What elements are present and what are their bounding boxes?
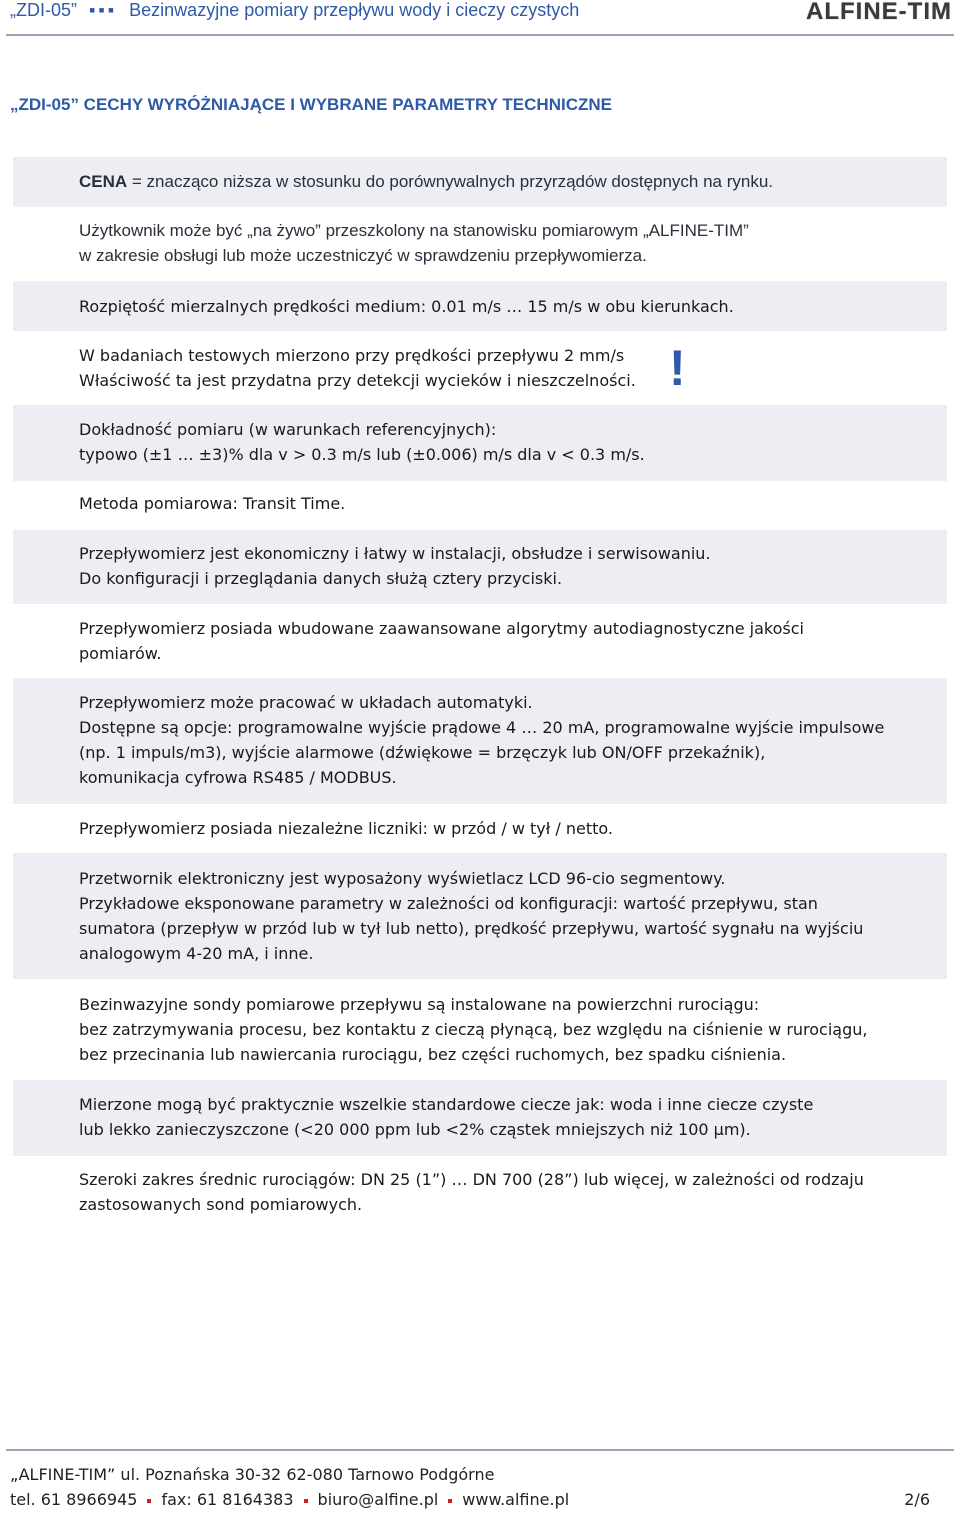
probes-line-1: Bezinwazyjne sondy pomiarowe przepływu są instalowane na powierzchni rurociągu: bbox=[79, 995, 760, 1014]
section-training bbox=[13, 218, 947, 278]
automation-line-4: komunikacja cyfrowa RS485 / MODBUS. bbox=[79, 768, 397, 787]
probes-line-3: bez przecinania lub nawiercania rurociągu, bez części ruchomych, bez spadku ciśnienia. bbox=[79, 1045, 787, 1064]
doc-code: „ZDI-05” bbox=[10, 0, 77, 20]
range-text: Rozpiętość mierzalnych prędkości medium: 0.01 m/s … 15 m/s w obu kierunkach. bbox=[79, 297, 734, 316]
company-logo: ALFINE-TIM bbox=[806, 0, 952, 25]
price-label: CENA bbox=[79, 172, 128, 191]
section-heading: „ZDI-05” CECHY WYRÓŻNIAJĄCE I WYBRANE PARAMETRY TECHNICZNE bbox=[10, 95, 612, 114]
testing-line-1: W badaniach testowych mierzono przy prędkości przepływu 2 mm/s bbox=[79, 346, 625, 365]
section-accuracy bbox=[13, 405, 947, 481]
section-diameters bbox=[13, 1167, 947, 1223]
footer-phone: tel. 61 8966945 bbox=[10, 1490, 138, 1509]
header-title bbox=[10, 0, 579, 21]
diameters-line-2: zastosowanych sond pomiarowych. bbox=[79, 1195, 363, 1214]
section-range bbox=[13, 281, 947, 331]
footer-contacts bbox=[10, 1490, 930, 1509]
automation-line-3: (np. 1 impuls/m3), wyjście alarmowe (dźwiękowe = brzęczyk lub ON/OFF przekaźnik), bbox=[79, 743, 766, 762]
training-line-1: Użytkownik może być „na żywo” przeszkolony na stanowisku pomiarowym „ALFINE-TIM” bbox=[79, 221, 749, 240]
header-dots: ▪▪▪ bbox=[89, 0, 118, 20]
section-diagnostics bbox=[13, 616, 947, 672]
separator-icon bbox=[448, 1499, 452, 1503]
section-display bbox=[13, 853, 947, 979]
probes-line-2: bez zatrzymywania procesu, bez kontaktu z cieczą płynącą, bez względu na ciśnienie w rurociągu, bbox=[79, 1020, 868, 1039]
price-text bbox=[79, 169, 947, 194]
footer-fax: fax: 61 8164383 bbox=[161, 1490, 294, 1509]
economy-line-2: Do konfiguracji i przeglądania danych służą cztery przyciski. bbox=[79, 569, 563, 588]
method-text: Metoda pomiarowa: Transit Time. bbox=[79, 494, 346, 513]
economy-line-1: Przepływomierz jest ekonomiczny i łatwy w instalacji, obsłudze i serwisowaniu. bbox=[79, 544, 711, 563]
display-line-4: analogowym 4-20 mA, i inne. bbox=[79, 944, 314, 963]
display-line-1: Przetwornik elektroniczny jest wyposażony wyświetlacz LCD 96-cio segmentowy. bbox=[79, 869, 726, 888]
footer-divider bbox=[6, 1449, 954, 1451]
exclamation-icon: ! bbox=[669, 340, 686, 396]
section-counters bbox=[13, 816, 947, 846]
liquids-line-1: Mierzone mogą być praktycznie wszelkie standardowe ciecze jak: woda i inne ciecze czyste bbox=[79, 1095, 814, 1114]
accuracy-line-2: typowo (±1 … ±3)% dla v > 0.3 m/s lub (±0.006) m/s dla v < 0.3 m/s. bbox=[79, 445, 645, 464]
diagnostics-line-1: Przepływomierz posiada wbudowane zaawansowane algorytmy autodiagnostyczne jakości bbox=[79, 619, 804, 638]
section-automation bbox=[13, 678, 947, 804]
diagnostics-line-2: pomiarów. bbox=[79, 644, 162, 663]
testing-line-2: Właściwość ta jest przydatna przy detekcji wycieków i nieszczelności. bbox=[79, 371, 636, 390]
display-line-2: Przykładowe eksponowane parametry w zależności od konfiguracji: wartość przepływu, stan bbox=[79, 894, 818, 913]
header-divider bbox=[6, 34, 954, 36]
footer-address: „ALFINE-TIM” ul. Poznańska 30-32 62-080 Tarnowo Podgórne bbox=[10, 1465, 495, 1484]
display-line-3: sumatora (przepływ w przód lub w tył lub netto), prędkość przepływu, wartość sygnału na wyjściu bbox=[79, 919, 864, 938]
page-header bbox=[0, 0, 960, 36]
liquids-line-2: lub lekko zanieczyszczone (<20 000 ppm lub <2% cząstek mniejszych niż 100 μm). bbox=[79, 1120, 751, 1139]
section-economy bbox=[13, 530, 947, 604]
training-line-2: w zakresie obsługi lub może uczestniczyć w sprawdzeniu przepływomierza. bbox=[79, 246, 647, 265]
price-description: = znacząco niższa w stosunku do porównywalnych przyrządów dostępnych na rynku. bbox=[127, 172, 774, 191]
doc-title: Bezinwazyjne pomiary przepływu wody i cieczy czystych bbox=[129, 0, 580, 20]
footer-email-link[interactable]: biuro@alfine.pl bbox=[317, 1490, 439, 1509]
automation-line-1: Przepływomierz może pracować w układach automatyki. bbox=[79, 693, 533, 712]
section-price bbox=[13, 157, 947, 207]
section-liquids bbox=[13, 1080, 947, 1156]
diameters-line-1: Szeroki zakres średnic rurociągów: DN 25 (1”) … DN 700 (28”) lub więcej, w zależności od rodzaju bbox=[79, 1170, 864, 1189]
footer-web-link[interactable]: www.alfine.pl bbox=[462, 1490, 570, 1509]
separator-icon bbox=[304, 1499, 308, 1503]
counters-text: Przepływomierz posiada niezależne liczniki: w przód / w tył / netto. bbox=[79, 819, 613, 838]
section-testing bbox=[13, 340, 947, 399]
separator-icon bbox=[147, 1499, 151, 1503]
automation-line-2: Dostępne są opcje: programowalne wyjście prądowe 4 … 20 mA, programowalne wyjście impulsowe bbox=[79, 718, 885, 737]
page-number: 2/6 bbox=[904, 1490, 930, 1509]
section-method bbox=[13, 491, 947, 521]
accuracy-line-1: Dokładność pomiaru (w warunkach referencyjnych): bbox=[79, 420, 497, 439]
section-probes bbox=[13, 992, 947, 1072]
